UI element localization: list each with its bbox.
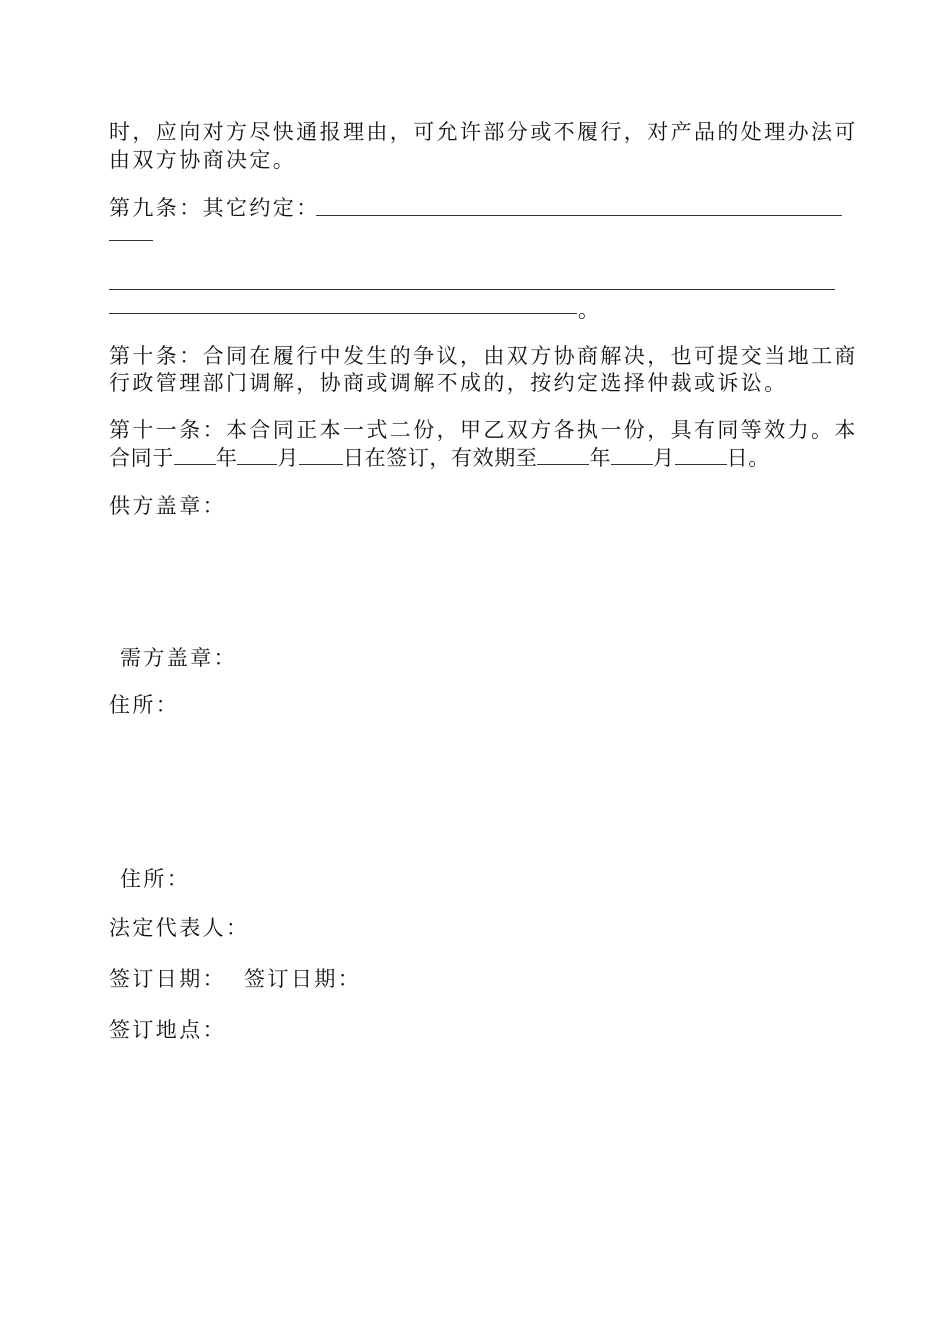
signing-place: 签订地点： xyxy=(109,1018,226,1042)
clause9-fill-line-2 xyxy=(109,240,153,241)
supplier-seal: 供方盖章： xyxy=(109,494,226,518)
blank-year-2 xyxy=(537,444,589,465)
clause9-fill-line-1 xyxy=(316,215,842,216)
clause10-line1: 第十条：合同在履行中发生的争议，由双方协商解决，也可提交当地工商 xyxy=(109,344,858,368)
clause9-fill-line-3 xyxy=(109,289,835,290)
signing-dates: 签订日期： 签订日期： xyxy=(109,967,362,991)
clause11-text-5: 年 xyxy=(589,446,612,470)
blank-day-2 xyxy=(675,444,727,465)
clause11-text-1: 合同于 xyxy=(109,446,174,470)
clause11-text-7: 日。 xyxy=(726,446,770,470)
clause11-line2 xyxy=(109,443,770,474)
blank-month-2 xyxy=(611,444,653,465)
buyer-address: 住所： xyxy=(120,867,191,891)
blank-day-1 xyxy=(299,444,343,465)
clause11-line1: 第十一条：本合同正本一式二份，甲乙双方各执一份，具有同等效力。本 xyxy=(109,418,858,442)
supplier-address: 住所： xyxy=(109,693,180,717)
clause8-tail-line2: 由双方协商决定。 xyxy=(109,148,297,172)
clause10-line2: 行政管理部门调解，协商或调解不成的，按约定选择仲裁或诉讼。 xyxy=(109,371,788,395)
clause9-label: 第九条：其它约定： xyxy=(109,196,320,220)
clause11-text-2: 年 xyxy=(215,446,238,470)
clause11-text-3: 月 xyxy=(277,446,300,470)
clause11-text-4: 日在签订，有效期至 xyxy=(343,446,538,470)
clause9-fill-line-4 xyxy=(109,313,577,314)
blank-month-1 xyxy=(237,444,277,465)
clause9-end-mark: 。 xyxy=(578,298,602,322)
buyer-seal: 需方盖章： xyxy=(120,646,237,670)
blank-year-1 xyxy=(174,444,216,465)
legal-representative: 法定代表人： xyxy=(109,916,250,940)
clause8-tail-line1: 时，应向对方尽快通报理由，可允许部分或不履行，对产品的处理办法可 xyxy=(109,120,858,144)
clause11-text-6: 月 xyxy=(653,446,675,470)
